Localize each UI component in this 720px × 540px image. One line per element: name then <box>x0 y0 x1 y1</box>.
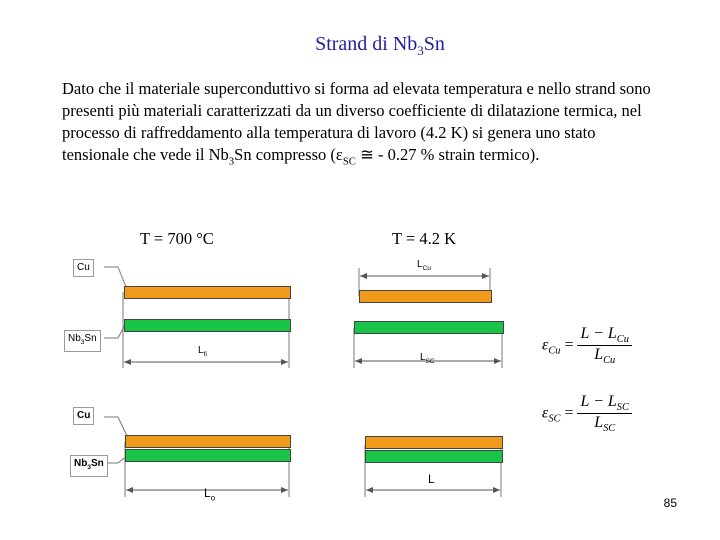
epsilon-subscript: SC <box>342 155 356 168</box>
dim-lfi: $L_{fi}$ <box>198 345 207 358</box>
nb3sn-bar-700c-bottom <box>125 449 291 462</box>
title-text: Strand di Nb <box>315 33 418 55</box>
formula-eps-sc: $\varepsilon_{SC}$ = $\frac{L - L_{SC}}{L_{SC}}$ <box>542 393 632 434</box>
paragraph-subscript: 3 <box>228 155 235 168</box>
cu-label-bottom: Cu <box>73 407 94 425</box>
dim-lsc: $L_{SC}$ <box>420 352 435 365</box>
epsilon-symbol: ε <box>335 145 343 164</box>
cu-label-top: Cu <box>73 259 94 277</box>
right-temperature-label: T = 4.2 K <box>392 229 457 248</box>
paragraph-text: Dato che il materiale superconduttivo si forma ad elevata temperatura e nello strand sono presenti più materiali caratterizzati da un diverso coefficiente di dilatazione termica, nel processo di raffreddamento alla temperatura di lavoro (4.2 K) si genera uno stato tensionale che vede il Nb <box>62 79 651 164</box>
paragraph-text-2: Sn compresso ( <box>234 145 336 164</box>
formula-eps-cu: $\varepsilon_{Cu}$ = $\frac{L - L_{Cu}}{L_{Cu}}$ <box>542 325 632 366</box>
cu-bar-4k-top <box>359 290 492 303</box>
cu-bar-700c-top <box>124 286 291 299</box>
dim-lo: $L_o$ <box>204 486 216 503</box>
paragraph-text-3: ≅ - 0.27 % strain termico). <box>355 145 540 164</box>
nb3sn-bar-4k-bottom <box>365 450 503 463</box>
nb3sn-bar-700c-top <box>124 319 291 332</box>
title-subscript: 3 <box>417 43 424 58</box>
left-temperature-label: T = 700 °C <box>140 229 214 248</box>
dim-lcu: $L_{Cu}$ <box>417 259 431 272</box>
dim-l: L <box>428 472 435 486</box>
cu-bar-700c-bottom <box>125 435 291 448</box>
nb3sn-label-top: $Nb_3Sn$ <box>64 330 101 352</box>
page-number: 85 <box>663 496 677 510</box>
title-text-end: Sn <box>423 33 445 55</box>
nb3sn-bar-4k-top <box>354 321 504 334</box>
cu-bar-4k-bottom <box>365 436 503 449</box>
nb3sn-label-bottom: $Nb_3Sn$ <box>70 455 108 477</box>
